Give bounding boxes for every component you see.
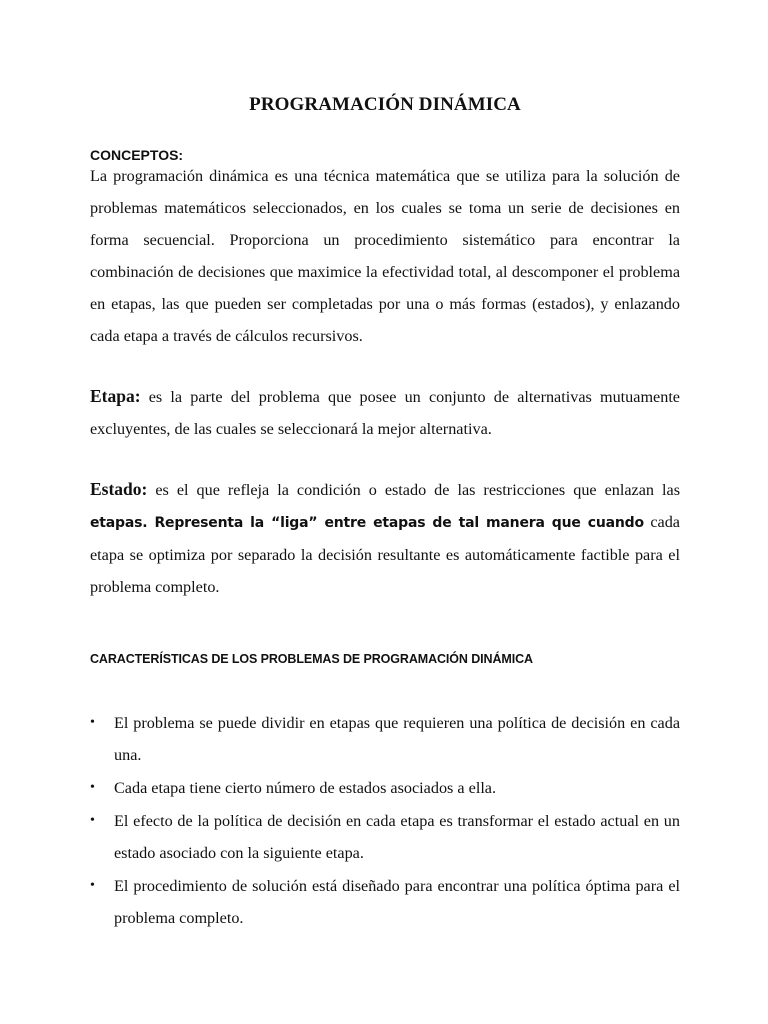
characteristics-heading: CARACTERÍSTICAS DE LOS PROBLEMAS DE PROGRAMACIÓN DINÁMICA [90, 652, 533, 666]
list-item-text: El problema se puede dividir en etapas que requieren una política de decisión en cada una. [114, 714, 680, 764]
concepts-heading: CONCEPTOS: [90, 147, 184, 163]
bullet-icon: • [90, 780, 95, 795]
list-item-text: El procedimiento de solución está diseñado para encontrar una política óptima para el problema completo. [114, 877, 680, 927]
characteristics-list [90, 707, 680, 935]
etapa-definition [90, 380, 680, 445]
bullet-icon: • [90, 813, 95, 828]
document-title: PROGRAMACIÓN DINÁMICA [249, 94, 521, 115]
concepts-paragraph: La programación dinámica es una técnica matemática que se utiliza para la solución de problemas matemáticos seleccionados, en los cuales se toma un serie de decisiones en forma secuencial. Proporciona un procedimiento sistemático para encontrar la combinación de decisiones que maximice la efectividad total, al descomponer el problema en etapas, las que pueden ser completadas por una o más formas (estados), y enlazando cada etapa a través de cálculos recursivos. [90, 167, 680, 345]
estado-text-after: cada etapa se optimiza por separado la decisión resultante es automáticamente factible para el problema completo. [90, 513, 680, 596]
estado-definition [90, 473, 680, 603]
estado-emphasis: etapas. Representa la “liga” entre etapas de tal manera que cuando [90, 515, 644, 531]
list-item-text: Cada etapa tiene cierto número de estados asociados a ella. [114, 779, 497, 797]
document-page [90, 0, 680, 1024]
bullet-icon: • [90, 715, 95, 730]
estado-text-before: es el que refleja la condición o estado de las restricciones que enlazan las [147, 481, 680, 499]
etapa-term: Etapa: [90, 386, 141, 406]
list-item [90, 870, 680, 934]
bullet-icon: • [90, 878, 95, 893]
list-item [90, 707, 680, 771]
list-item-text: El efecto de la política de decisión en cada etapa es transformar el estado actual en un estado asociado con la siguiente etapa. [114, 812, 680, 862]
etapa-text: es la parte del problema que posee un conjunto de alternativas mutuamente excluyentes, de las cuales se seleccionará la mejor alternativa. [90, 388, 680, 438]
list-item [90, 805, 680, 869]
estado-term: Estado: [90, 479, 148, 499]
list-item [90, 772, 680, 804]
